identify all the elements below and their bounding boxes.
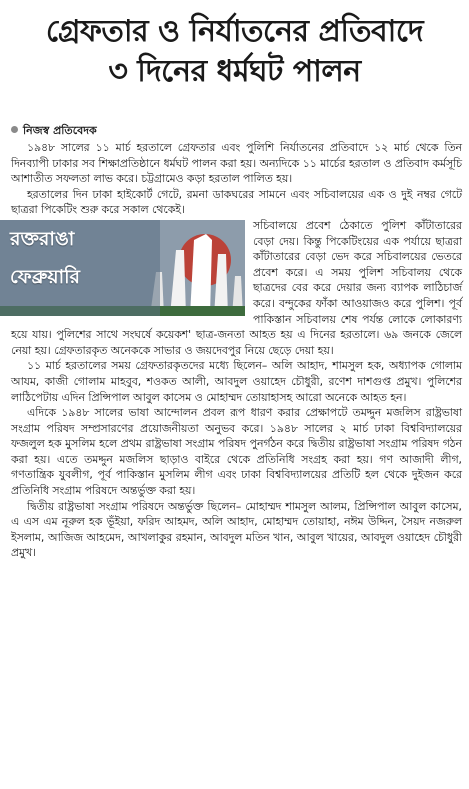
headline-line-2: ৩ দিনের ধর্মঘট পালন	[108, 54, 361, 89]
headline	[0, 0, 469, 92]
byline-text: নিজস্ব প্রতিবেদক	[23, 124, 97, 137]
paragraph-3: ১১ মার্চ হরতালের সময় গ্রেফতারকৃতদের মধ্যে ছিলেন– অলি আহাদ, শামসুল হক, অধ্যাপক গোলাম আযম, কাজী গোলাম মাহবুব, শওকত আলী, আবদুল ওয়াহেদ চৌধুরী, রণেশ দাশগুপ্ত প্রমুখ। পুলিশের লাঠিপেটায় এদিন প্রিন্সিপাল আবুল কাসেম ও মোহাম্মদ তোয়াহাসহ আরো অনেকে আহত হন।	[11, 359, 462, 404]
bullet-icon	[11, 126, 18, 133]
paragraph-5: দ্বিতীয় রাষ্ট্রভাষা সংগ্রাম পরিষদে অন্তর্ভুক্ত ছিলেন– মোহাম্মদ শামসুল আলম, প্রিন্সিপাল আবুল কাসেম, এ এস এম নূরুল হক ভূঁইয়া, ফরিদ আহমদ, অলি আহাদ, মোহাম্মদ তোয়াহা, নঈম উদ্দিন, সৈয়দ নজরুল ইসলাম, আজিজ আহমেদ, আখলাকুর রহমান, আবদুল মতিন খান, আবুল খায়ের, আবদুল ওয়াহেদ চৌধুরী প্রমুখ।	[11, 499, 462, 560]
image-caption-line-1: রক্তরাঙা	[10, 227, 75, 250]
paragraph-1: ১৯৪৮ সালের ১১ মার্চ হরতালে গ্রেফতার এবং পুলিশি নির্যাতনের প্রতিবাদে ১২ মার্চ থেকে তিন দিনব্যাপী ঢাকার সব শিক্ষাপ্রতিষ্ঠানে ধর্মঘট পালন করা হয়। অন্যদিকে ১১ মার্চের হরতাল ও প্রতিবাদ কর্মসূচি আশাতীত সফলতা লাভ করে। চট্টগ্রামেও কড়া হরতাল পালিত হয়।	[11, 141, 462, 186]
article-body	[11, 140, 462, 561]
paragraph-2a: হরতালের দিন ঢাকা হাইকোর্ট গেটে, রমনা ডাকঘরের সামনে এবং সচিবালয়ের এক ও দুই নম্বর গেটে ছাত্ররা পিকেটিং শুরু করে সকাল থেকেই।	[11, 187, 462, 217]
paragraph-2b: সচিবালয়ে প্রবেশ ঠেকাতে পুলিশ কাঁটাতারের বেড়া দেয়। কিন্তু পিকেটিংয়ের এক পর্যায়ে ছাত্ররা কাঁটাতারের বেড়া ভেদ করে সচিবালয়ের ভেতরে প্রবেশ করে। এ সময় পুলিশ সচিবালয় থেকে ছাত্রদের বের করে দেয়ার জন্য ব্যাপক লাঠিচার্জ করে। বন্দুকের ফাঁকা আওয়াজও করে পুলিশ। পূর্ব পাকিস্তান সচিবালয় শেষ পর্যন্ত লোকে লোকারণ্য হয়ে যায়। পুলিশের সাথে সংঘর্ষে কয়েকশ' ছাত্র-জনতা আহত হয় এ দিনের হরতালে। ৬৯ জনকে জেলে নেয়া হয়। গ্রেফতারকৃত অনেককে সাভার ও জয়দেবপুর নিয়ে ছেড়ে দেয়া হয়।	[11, 218, 462, 357]
headline-line-1: গ্রেফতার ও নির্যাতনের প্রতিবাদে	[45, 14, 424, 49]
paragraph-4: এদিকে ১৯৪৮ সালের ভাষা আন্দোলন প্রবল রূপ ধারণ করার প্রেক্ষাপটে তমদ্দুন মজলিস রাষ্ট্রভাষা সংগ্রাম পরিষদ সম্প্রসারণের প্রয়োজনীয়তা অনুভব করে। ১৯৪৮ সালের ২ মার্চ ঢাকা বিশ্ববিদ্যালয়ের ফজলুল হক মুসলিম হলে প্রথম রাষ্ট্রভাষা সংগ্রাম পরিষদ পুনর্গঠন করে দ্বিতীয় রাষ্ট্রভাষা সংগ্রাম পরিষদ গঠন করা হয়। এতে তমদ্দুন মজলিস ছাড়াও বাইরে থেকে প্রতিনিধি সংগ্রহ করা হয়। গণ আজাদী লীগ, গণতান্ত্রিক যুবলীগ, পূর্ব পাকিস্তান মুসলিম লীগ এবং ঢাকা বিশ্ববিদ্যালয়ের প্রতিটি হল থেকে দুইজন করে প্রতিনিধি সংগ্রাম পরিষদে অন্তর্ভুক্ত করা হয়।	[11, 406, 462, 498]
image-caption-line-2: ফেব্রুয়ারি	[10, 265, 80, 288]
ekushey-feature-image	[0, 220, 245, 316]
byline	[11, 124, 97, 138]
